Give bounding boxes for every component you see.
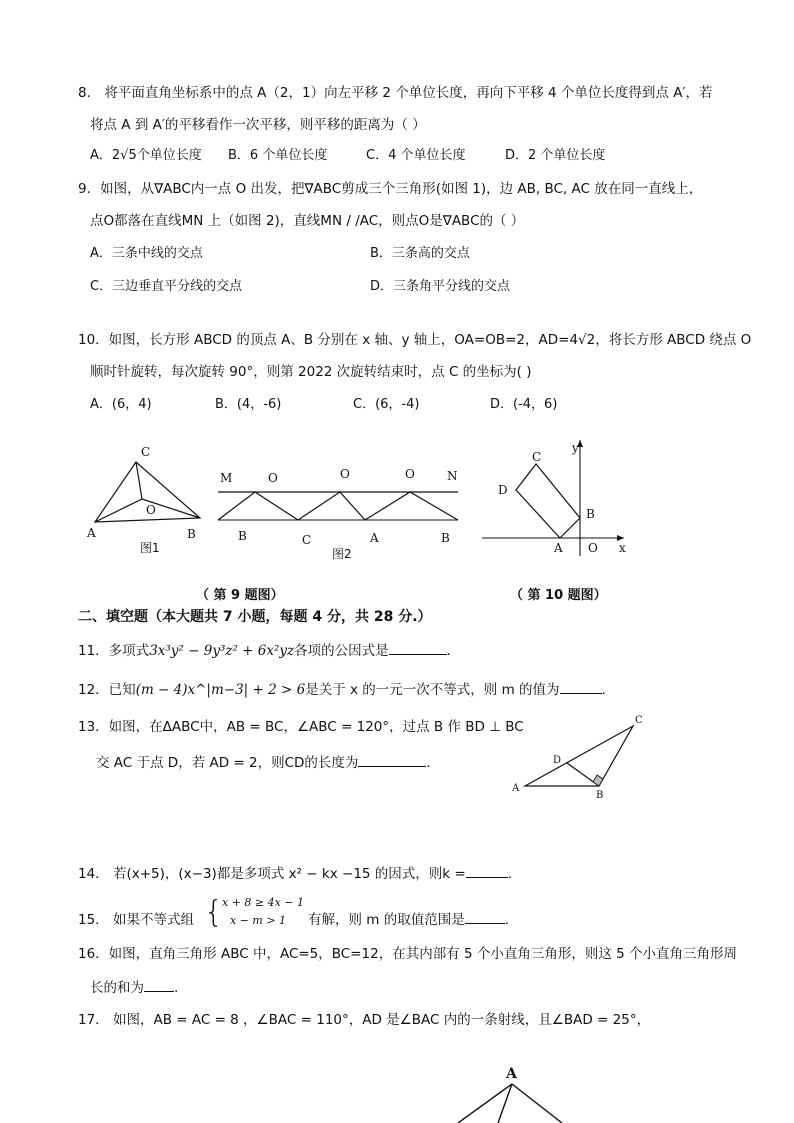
q13-line2 bbox=[96, 752, 431, 772]
q8-option-d: D．2 个单位长度 bbox=[505, 148, 606, 163]
q13-line1: 13．如图，在ΔABC中，AB = BC，∠ABC = 120°，过点 B 作 BD ⊥ BC bbox=[78, 719, 524, 735]
q12-prefix: 12．已知 bbox=[78, 682, 136, 698]
q10-option-a: A．(6，4) bbox=[90, 397, 152, 412]
fig10-label-c: C bbox=[532, 450, 542, 464]
fig10-label-x: x bbox=[619, 541, 626, 555]
fig10-rectangle bbox=[516, 464, 580, 538]
fig2-label-a: A bbox=[370, 531, 379, 545]
fig10-label-o: O bbox=[588, 541, 598, 555]
fig10-label-b: B bbox=[586, 507, 595, 521]
q10-line1: 10．如图，长方形 ABCD 的顶点 A、B 分别在 x 轴、y 轴上，OA=OB=2，AD=4√2，将长方形 ABCD 绕点 O bbox=[78, 332, 752, 348]
fig10-label-a: A bbox=[554, 541, 563, 555]
fig1-label-a: A bbox=[87, 526, 96, 540]
fig1-label-o: O bbox=[146, 503, 156, 517]
fig1-caption: 图1 bbox=[140, 541, 160, 555]
fig2-label-o1: O bbox=[268, 471, 278, 485]
q10-option-b: B．(4，-6) bbox=[215, 397, 282, 412]
q16-end: . bbox=[174, 980, 179, 996]
fig2-label-b2: B bbox=[441, 531, 450, 545]
q15-suffix-wrap bbox=[308, 908, 509, 928]
q16-line1: 16．如图，直角三角形 ABC 中，AC=5，BC=12，在其内部有 5 个小直角三角形，则这 5 个小直角三角形周 bbox=[78, 946, 738, 962]
section-2-title: 二、填空题（本大题共 7 小题，每题 4 分，共 28 分.） bbox=[78, 609, 432, 625]
q8-option-b: B．6 个单位长度 bbox=[228, 148, 328, 163]
fig2-label-o2: O bbox=[340, 467, 350, 481]
q15-brace: { bbox=[204, 895, 224, 930]
q12-expression: (m − 4)x^|m−3| + 2 > 6 bbox=[135, 682, 306, 698]
q16-line2 bbox=[90, 977, 178, 997]
fig2-label-o3: O bbox=[405, 467, 415, 481]
q9-option-b: B．三条高的交点 bbox=[370, 246, 470, 261]
q15-inequality-1: x + 8 ≥ 4x − 1 bbox=[222, 896, 305, 909]
q14-answer-blank[interactable] bbox=[466, 863, 508, 878]
fig2-zigzag bbox=[218, 492, 458, 520]
q12-end: . bbox=[601, 682, 606, 698]
q14-text: 14． 若(x+5)，(x−3)都是多项式 x² − kx −15 的因式，则k = bbox=[78, 866, 466, 882]
fig2-label-m: M bbox=[220, 471, 233, 485]
fig2-caption: 图2 bbox=[332, 547, 352, 561]
fig10-label-y: y bbox=[572, 441, 579, 455]
q13-figure bbox=[505, 708, 655, 803]
fig1-label-c: C bbox=[141, 445, 151, 459]
fig2-label-c: C bbox=[302, 533, 312, 547]
q8-option-a: A．2√5个单位长度 bbox=[90, 148, 202, 163]
fig1-label-b: B bbox=[187, 527, 196, 541]
q9-option-d: D．三条角平分线的交点 bbox=[370, 279, 511, 294]
q13-line2-text: 交 AC 于点 D，若 AD = 2，则CD的长度为 bbox=[96, 755, 359, 771]
q13-label-c: C bbox=[635, 715, 643, 726]
q13-label-a: A bbox=[512, 783, 520, 794]
q13-triangle bbox=[525, 726, 633, 786]
q11-line bbox=[78, 640, 451, 660]
q12-suffix: 是关于 x 的一元一次不等式，则 m 的值为 bbox=[305, 682, 560, 698]
q11-answer-blank[interactable] bbox=[389, 640, 447, 655]
q17-figure bbox=[450, 1058, 580, 1123]
q9-line2: 点O都落在直线MN 上（如图 2)，直线MN / /AC，则点O是∇ABC的（ ） bbox=[90, 213, 525, 229]
fig10-label-d: D bbox=[498, 483, 508, 497]
q9-option-c: C．三边垂直平分线的交点 bbox=[90, 279, 243, 294]
figure-2 bbox=[210, 460, 475, 565]
fig1-segment-ao bbox=[95, 499, 142, 522]
q13-label-d: D bbox=[553, 755, 562, 766]
q15-end: . bbox=[504, 912, 510, 928]
q15-suffix: 有解，则 m 的取值范围是 bbox=[308, 912, 465, 928]
q10-line2: 顺时针旋转，每次旋转 90°，则第 2022 次旋转结束时，点 C 的坐标为( ) bbox=[90, 364, 532, 380]
q15-inequality-2: x − m > 1 bbox=[230, 914, 287, 927]
figure-1 bbox=[80, 440, 210, 560]
q11-end: . bbox=[446, 643, 451, 659]
q12-line bbox=[78, 679, 606, 699]
q8-line1: 8． 将平面直角坐标系中的点 A（2，1）向左平移 2 个单位长度，再向下平移 4 个单位长度得到点 A′，若 bbox=[78, 85, 713, 101]
q9-option-a: A．三条中线的交点 bbox=[90, 246, 203, 261]
q11-suffix: 各项的公因式是 bbox=[294, 643, 389, 659]
q11-prefix: 11．多项式 bbox=[78, 643, 150, 659]
q16-answer-blank[interactable] bbox=[144, 977, 174, 992]
q8-option-c: C．4 个单位长度 bbox=[366, 148, 466, 163]
q13-answer-blank[interactable] bbox=[358, 752, 426, 767]
q9-line1: 9．如图，从∇ABC内一点 O 出发，把∇ABC剪成三个三角形(如图 1)，边 AB, BC, AC 放在同一直线上， bbox=[78, 181, 703, 197]
figure-10-caption: （ 第 10 题图） bbox=[510, 588, 607, 603]
q14-end: . bbox=[507, 866, 512, 882]
figure-10 bbox=[478, 432, 638, 562]
fig2-label-n: N bbox=[447, 469, 458, 483]
q15-prefix: 15． 如果不等式组 bbox=[78, 912, 194, 928]
fig1-segment-co bbox=[136, 462, 142, 499]
q10-option-c: C．(6，-4) bbox=[353, 397, 420, 412]
q8-line2: 将点 A 到 A′的平移看作一次平移，则平移的距离为（ ） bbox=[90, 117, 426, 133]
q13-end: . bbox=[426, 755, 431, 771]
q17-line1: 17． 如图，AB = AC = 8 ，∠BAC = 110°，AD 是∠BAC 内的一条射线，且∠BAD = 25°， bbox=[78, 1012, 651, 1028]
figure-9-caption: （ 第 9 题图） bbox=[196, 588, 284, 603]
q17-segment-ab bbox=[458, 1084, 512, 1123]
q16-line2-text: 长的和为 bbox=[90, 980, 144, 996]
q12-answer-blank[interactable] bbox=[560, 679, 602, 694]
q17-segment-ac bbox=[512, 1084, 562, 1123]
q17-label-a: A bbox=[506, 1066, 517, 1082]
q11-expression: 3x³y² − 9y³z² + 6x²yz bbox=[149, 643, 295, 659]
fig2-label-b1: B bbox=[238, 529, 247, 543]
q14-line bbox=[78, 863, 512, 883]
q15-answer-blank[interactable] bbox=[465, 909, 505, 924]
q13-label-b: B bbox=[596, 790, 604, 801]
q13-right-angle-mark bbox=[593, 775, 603, 786]
q10-option-d: D．(-4，6) bbox=[490, 397, 558, 412]
